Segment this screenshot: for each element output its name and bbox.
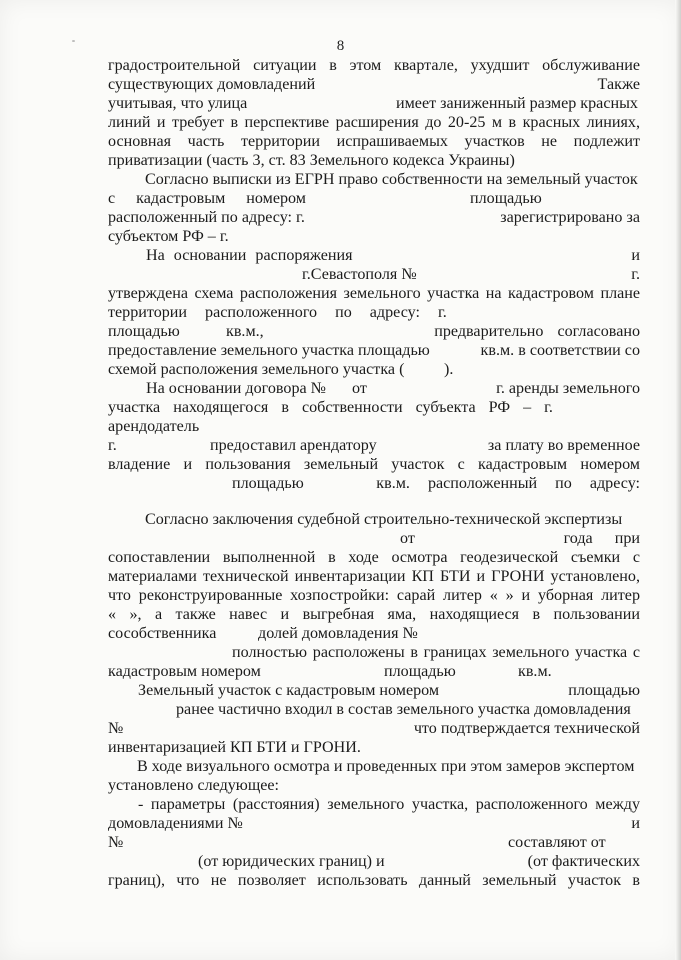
text-fragment: ранее частично входил в состав земельного участка домовладения [176,701,631,718]
text-line [108,474,640,493]
text-fragment: № [108,834,124,851]
text-line [108,75,640,94]
text-line [108,643,640,662]
text-fragment: кв.м., [226,323,264,340]
text-fragment: от [400,530,415,547]
text-line: основная часть территории испрашиваемых участков не подлежит [108,133,640,150]
text-line [108,814,640,833]
text-line [108,303,640,322]
text-line: В ходе визуального осмотра и проведенных при этом замеров экспертом [137,758,635,775]
text-line [108,700,640,719]
text-line: арендодатель [108,418,200,435]
text-line [108,379,640,398]
text-line: что реконструированные хозпостройки: сарай литер « » и уборная литер [108,587,640,604]
text-fragment: предоставил арендатору [210,437,377,454]
text-fragment: кв.м. [518,663,552,680]
text-fragment: домовладениями № [108,815,243,832]
page-number: 8 [336,38,345,54]
text-line [108,624,640,643]
text-line [108,529,640,548]
text-fragment: площадью [108,323,180,340]
text-line: сопоставлении выполненной в ходе осмотра геодезической съемки с [108,549,640,566]
text-line [108,265,640,284]
text-line [108,795,640,814]
text-fragment: г. аренды земельного [496,380,640,397]
text-line [108,246,640,265]
text-fragment: составляют от [508,834,606,851]
text-fragment: за плату во временное [487,437,640,454]
text-fragment: учитывая, что улица [108,95,248,112]
text-line [108,94,640,113]
text-fragment: кадастровым номером [108,663,261,680]
text-line: « », а также навес и выгребная яма, находящиеся в пользовании [108,606,640,623]
text-line [108,398,640,417]
text-fragment: существующих домовладений [108,76,316,93]
text-fragment: и [631,815,640,832]
text-fragment: На основании договора № [146,380,327,397]
text-line: линий и требует в перспективе расширения до 20-25 м в красных линиях, [108,114,640,131]
text-fragment: площадью [470,190,542,207]
text-line [108,360,640,379]
text-line: градостроительной ситуации в этом квартале, ухудшит обслуживание [108,57,640,74]
text-fragment: кв.м. в соответствии со [480,342,640,359]
text-line: владение и пользования земельный участок с кадастровым номером [108,456,640,473]
text-line: границ), что не позволяет использовать данный земельный участок в [108,872,640,889]
text-line [108,833,640,852]
text-line [108,681,640,700]
text-fragment: предоставление земельного участка площадью [108,342,430,359]
text-fragment: что подтверждается технической [413,720,640,737]
text-fragment: площадью [568,682,640,699]
text-fragment: имеет заниженный размер красных [396,95,638,112]
text-fragment: Земельный участок с кадастровым номером [138,682,440,699]
text-fragment: На основании распоряжения [146,247,353,264]
text-fragment: (от фактических [527,853,640,870]
text-fragment: с кадастровым номером [108,190,306,207]
text-fragment: территории расположенного по адресу: г. [108,304,447,321]
text-fragment: г.Севастополя № [302,266,417,283]
text-fragment: площадью [384,663,456,680]
text-line: субъектом РФ – г. [108,228,229,245]
text-fragment: полностью расположены в границах земельного участка с [232,644,640,661]
text-line: Согласно заключения судебной строительно-технической экспертизы [145,511,623,528]
text-fragment: схемой расположения земельного участка ( [108,361,405,378]
page-edge-shadow [675,0,681,960]
text-fragment: долей домовладения № [258,625,418,642]
text-fragment: - параметры (расстояния) земельного участка, расположенного между [138,796,640,813]
text-line: инвентаризацией КП БТИ и ГРОНИ. [108,739,361,756]
text-fragment: площадью [232,475,304,492]
text-fragment: г. [108,437,117,454]
text-fragment: ). [444,361,454,378]
text-line [108,852,640,871]
text-line [108,436,640,455]
text-fragment: сособственника [108,625,217,642]
text-fragment: кв.м. расположенный по адресу: [376,475,640,492]
text-line [108,189,640,208]
text-fragment: Также [597,76,640,93]
text-fragment: расположенный по адресу: г. [108,209,305,226]
text-line [108,662,640,681]
text-line [108,208,640,227]
text-fragment: и [631,247,640,264]
text-fragment: участка находящегося в собственности субъекта РФ – г. [108,399,553,416]
text-fragment: № [108,720,124,737]
text-line: приватизации (часть 3, ст. 83 Земельного кодекса Украины) [108,152,515,169]
text-fragment: г. [631,266,640,283]
text-line [108,341,640,360]
text-fragment: года при [563,530,640,547]
text-line: Согласно выписки из ЕГРН право собственности на земельный участок [145,171,638,188]
text-fragment: зарегистрировано за [500,209,640,226]
text-fragment: от [352,380,367,397]
text-line: утверждена схема расположения земельного участка на кадастровом плане [108,285,640,302]
text-line [108,322,640,341]
text-fragment: (от юридических границ) и [198,853,385,870]
text-line [108,719,640,738]
text-fragment: предварительно согласовано [434,323,640,340]
text-line: материалами технической инвентаризации КП БТИ и ГРОНИ установлено, [108,568,640,585]
text-line: установлено следующее: [108,777,279,794]
